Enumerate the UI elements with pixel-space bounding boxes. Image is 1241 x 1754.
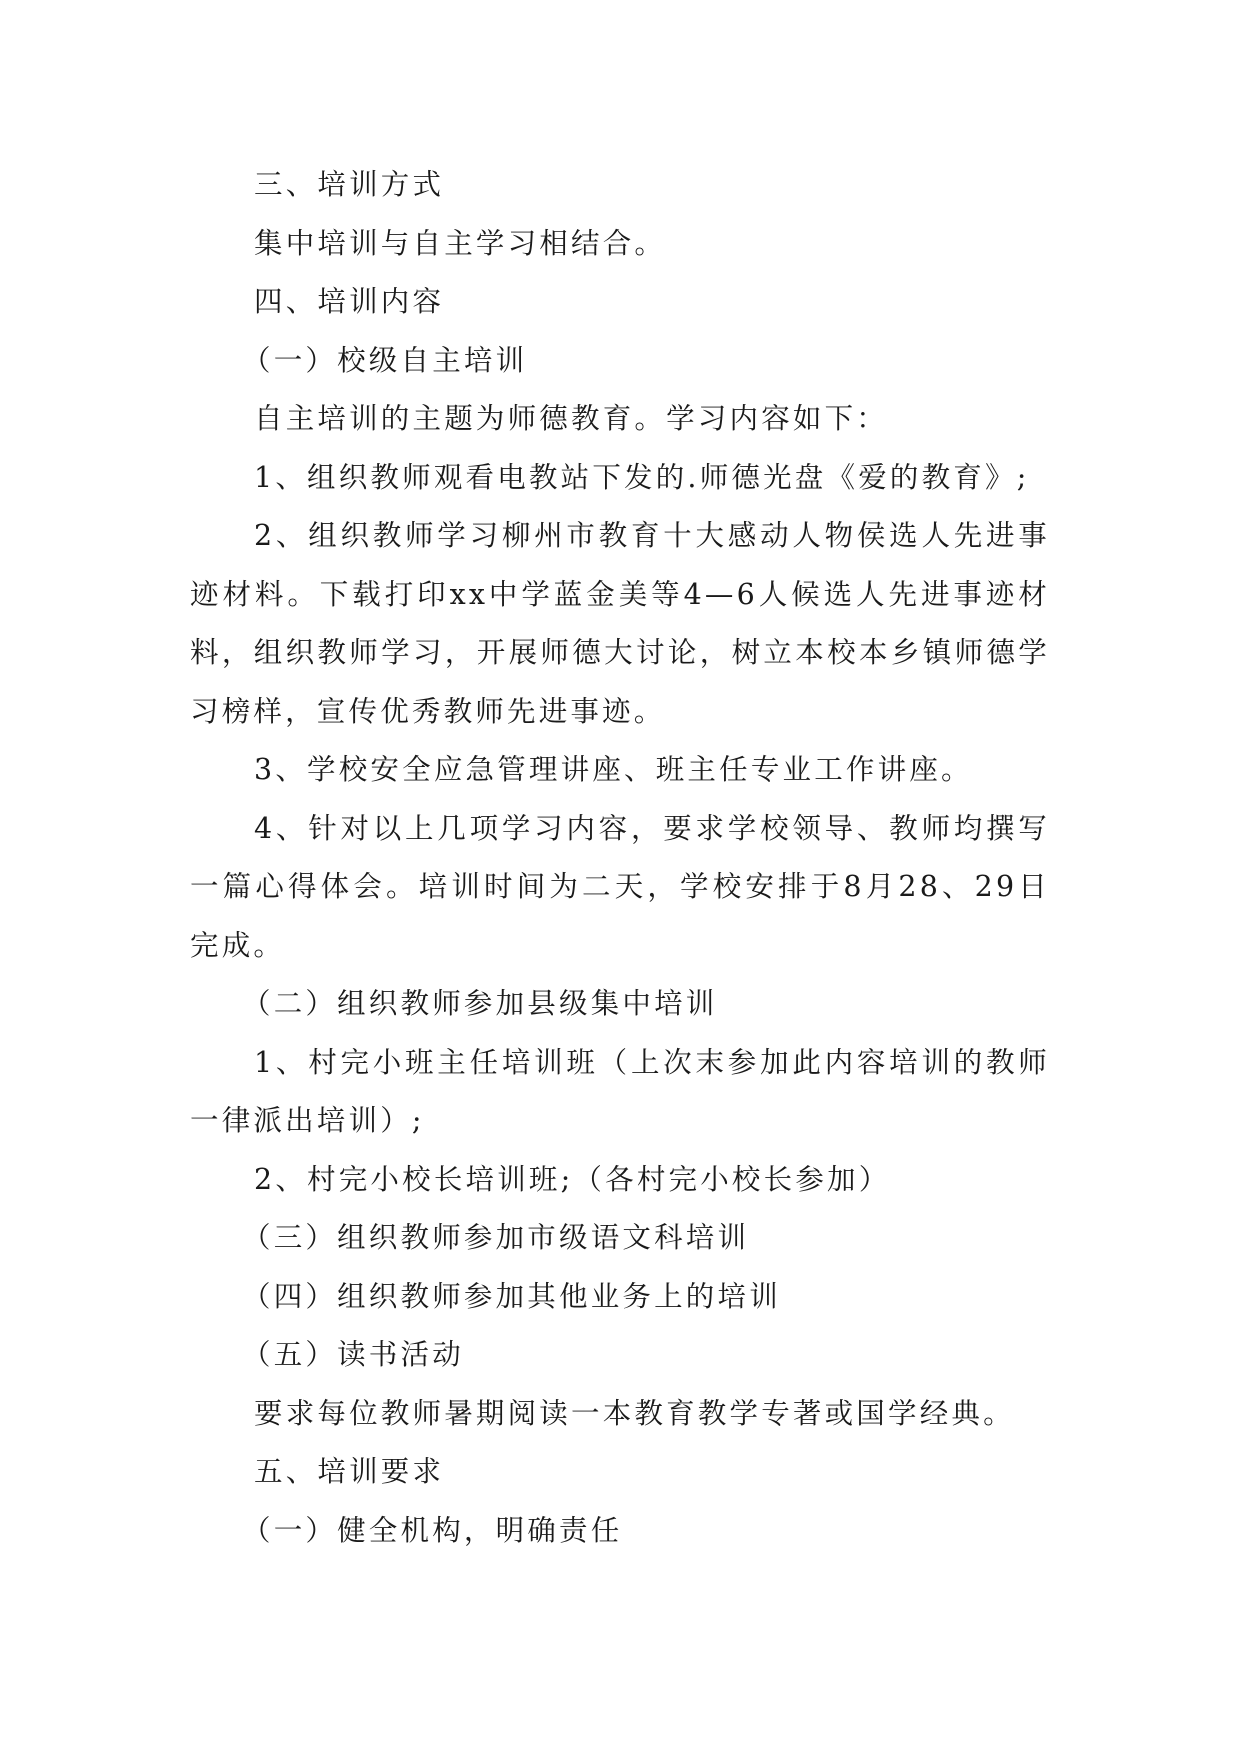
paragraph-training-method: 集中培训与自主学习相结合。: [254, 226, 667, 260]
list-item-3: 3、学校安全应急管理讲座、班主任专业工作讲座。: [254, 753, 973, 786]
paragraph-reading: 要求每位教师暑期阅读一本教育教学专著或国学经典。: [254, 1396, 1015, 1430]
subheading-other-training: （四）组织教师参加其他业务上的培训: [242, 1279, 781, 1313]
subheading-school-training: （一）校级自主培训: [242, 343, 528, 377]
paragraph-theme: 自主培训的主题为师德教育。学习内容如下：: [254, 402, 889, 435]
subheading-county-training: （二）组织教师参加县级集中培训: [242, 987, 718, 1020]
list-item-4: 4、针对以上几项学习内容，要求学校领导、教师均撰写一篇心得体会。培训时间为二天，学校安排于8月28、29日完成。: [190, 811, 1050, 962]
subheading-reading: （五）读书活动: [242, 1338, 464, 1371]
section-heading-requirements: 五、培训要求: [254, 1455, 445, 1488]
subheading-city-training: （三）组织教师参加市级语文科培训: [242, 1221, 750, 1254]
list-item-2: 2、组织教师学习柳州市教育十大感动人物侯选人先进事迹材料。下载打印xx中学蓝金美等4—6人候选人先进事迹材料，组织教师学习，开展师德大讨论，树立本校本乡镇师德学习榜样，宣传优秀教师先进事迹。: [190, 519, 1050, 728]
section-heading-training-content: 四、培训内容: [254, 285, 445, 318]
county-item-2: 2、村完小校长培训班;（各村完小校长参加）: [254, 1162, 891, 1196]
county-item-1: 1、村完小班主任培训班（上次末参加此内容培训的教师一律派出培训）;: [190, 1045, 1050, 1137]
list-item-1: 1、组织教师观看电教站下发的.师德光盘《爱的教育》;: [254, 460, 1030, 494]
document-body: [190, 156, 1050, 1560]
subheading-organization: （一）健全机构，明确责任: [242, 1513, 623, 1547]
section-heading-training-method: 三、培训方式: [254, 168, 445, 201]
